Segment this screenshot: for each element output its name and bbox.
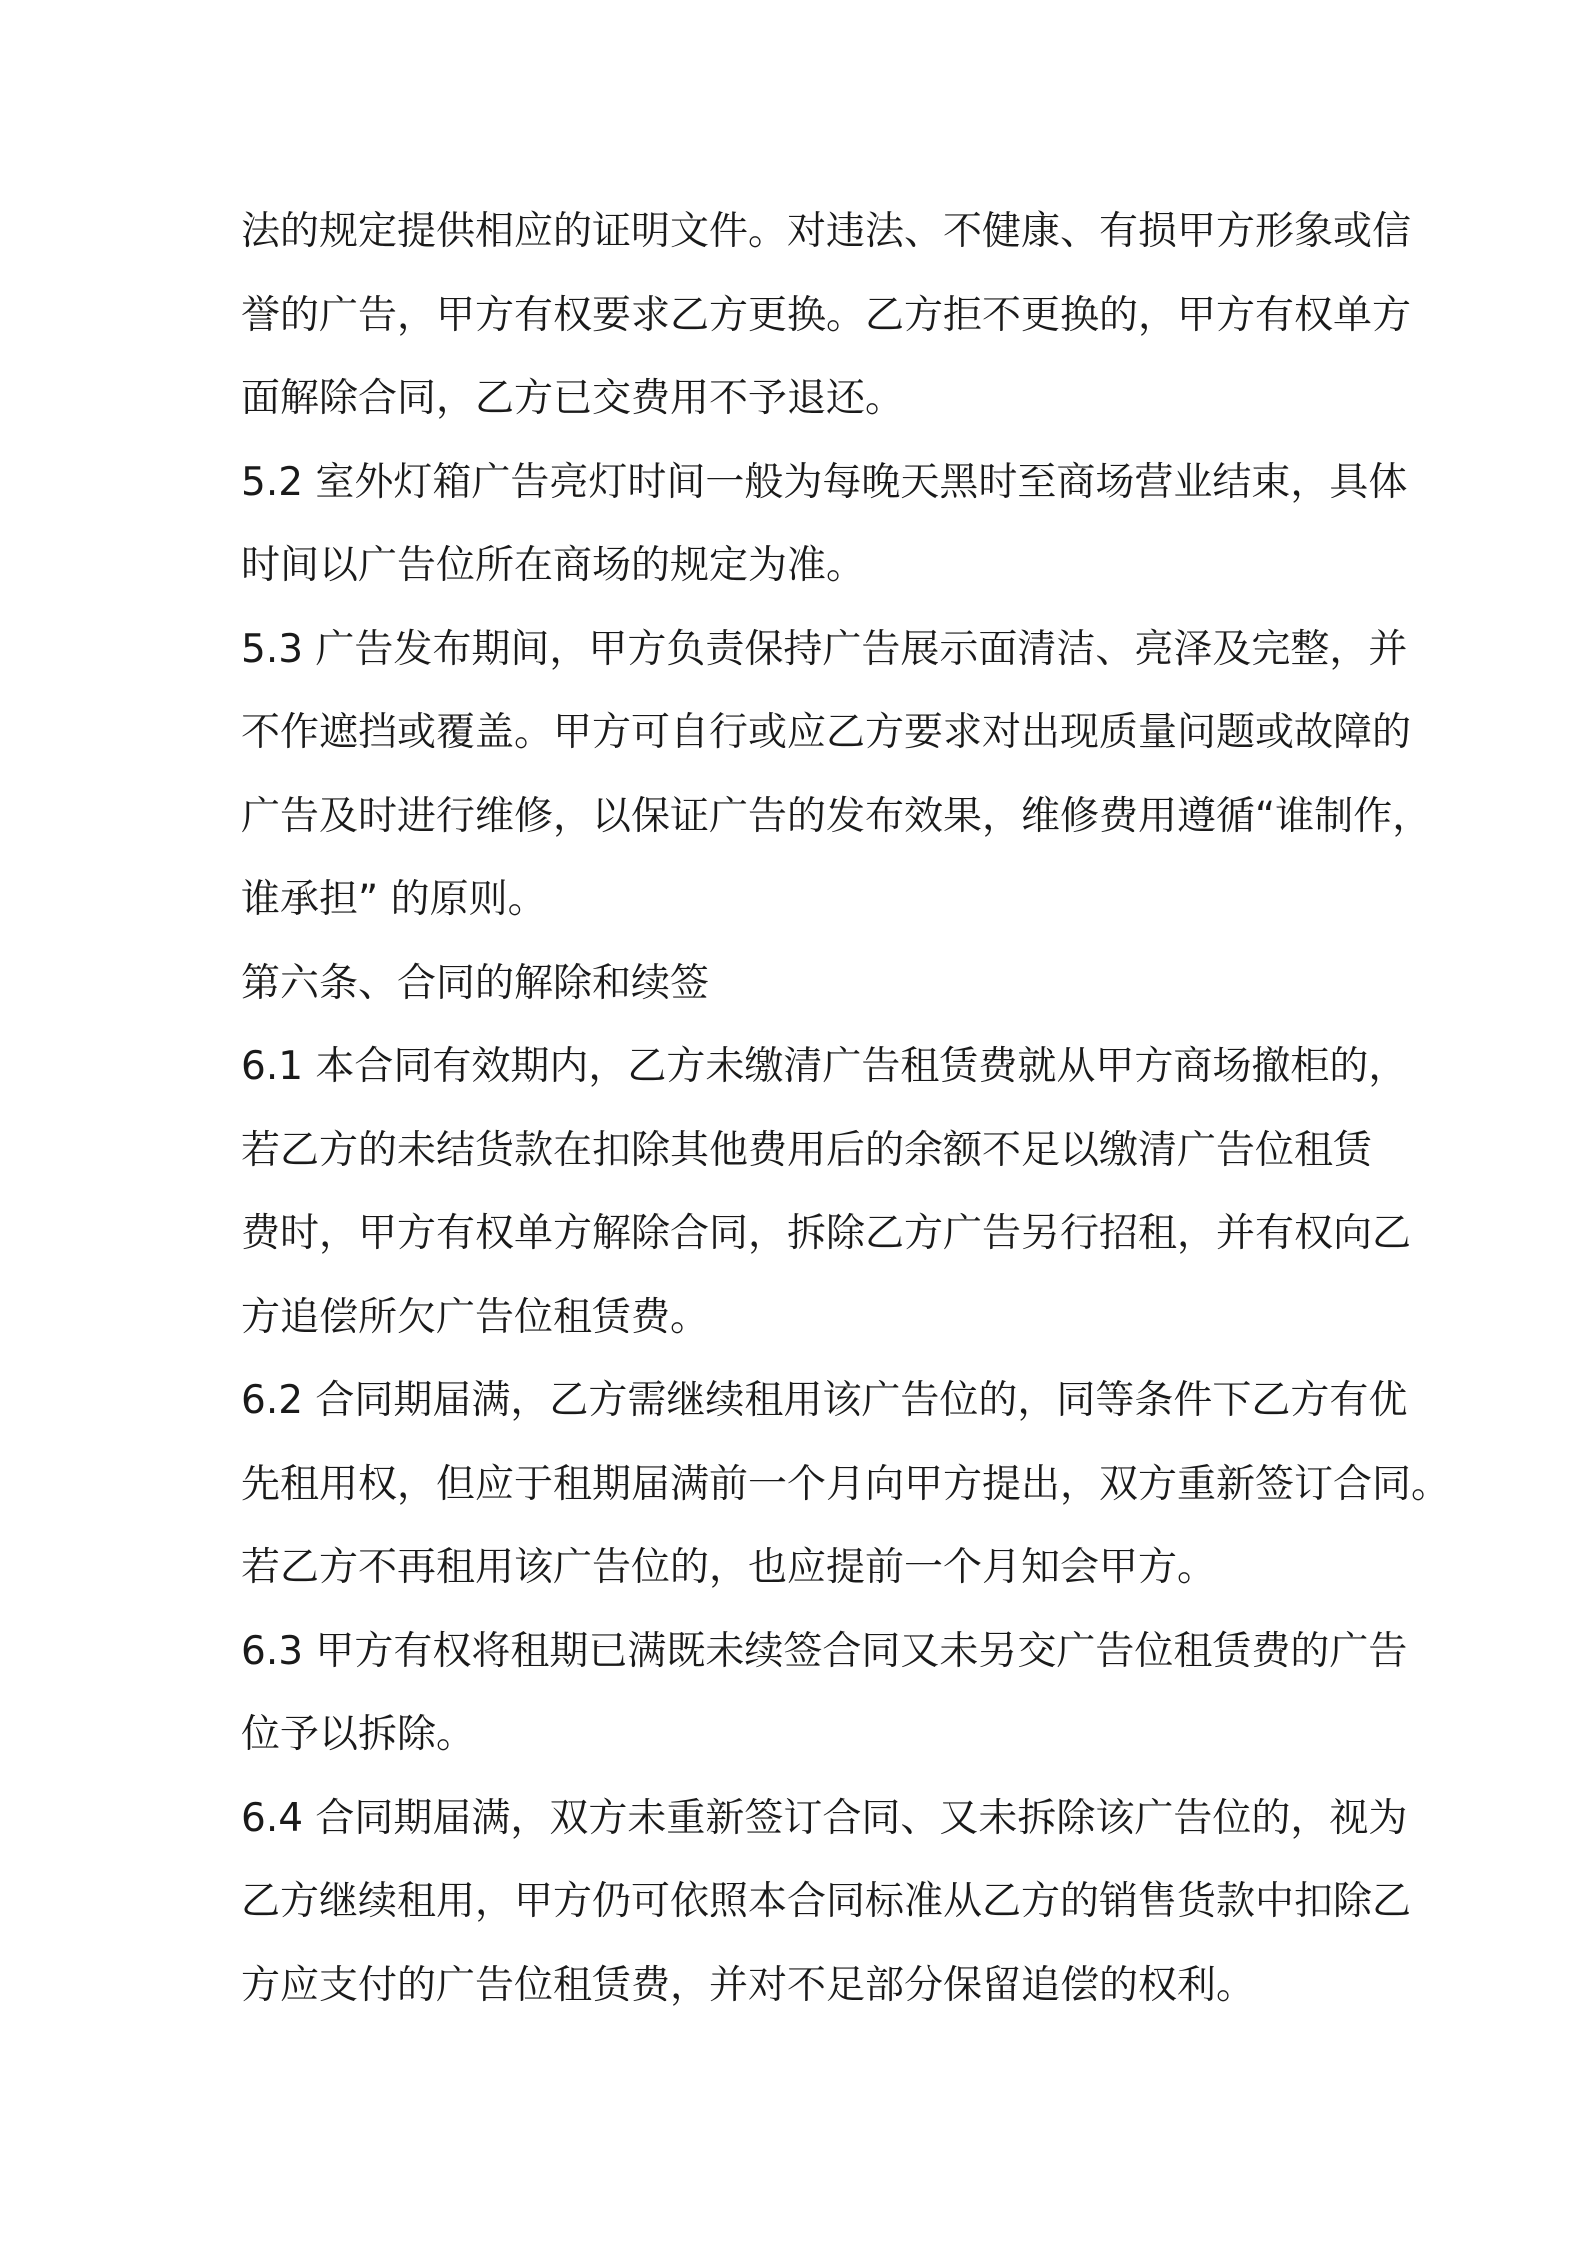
text-line: 法的规定提供相应的证明文件。对违法、不健康、有损甲方形象或信	[241, 209, 1412, 254]
text-line: 方追偿所欠广告位租赁费。	[241, 1294, 710, 1340]
text-line: 先租用权，但应于租期届满前一个月向甲方提出，双方重新签订合同。	[241, 1461, 1451, 1507]
clause-6-1-line: 6.1 本合同有效期内，乙方未缴清广告租赁费就从甲方商场撤柜的，	[241, 1044, 1408, 1089]
text-line: 谁承担” 的原则。	[241, 877, 547, 922]
clause-6-2-line: 6.2 合同期届满，乙方需继续租用该广告位的，同等条件下乙方有优	[241, 1378, 1408, 1423]
text-line: 若乙方不再租用该广告位的，也应提前一个月知会甲方。	[241, 1545, 1217, 1590]
text-line: 誉的广告，甲方有权要求乙方更换。乙方拒不更换的，甲方有权单方	[241, 292, 1412, 338]
text-line: 位予以拆除。	[241, 1712, 476, 1757]
contract-text-body	[241, 190, 1451, 2027]
text-line: 不作遮挡或覆盖。甲方可自行或应乙方要求对出现质量问题或故障的	[241, 710, 1412, 755]
text-line: 广告及时进行维修，以保证广告的发布效果，维修费用遵循“谁制作，	[241, 793, 1432, 839]
article-6-heading: 第六条、合同的解除和续签	[241, 960, 710, 1006]
clause-6-3-line: 6.3 甲方有权将租期已满既未续签合同又未另交广告位租赁费的广告	[241, 1628, 1408, 1674]
text-line: 费时，甲方有权单方解除合同，拆除乙方广告另行招租，并有权向乙	[241, 1211, 1412, 1256]
text-line: 方应支付的广告位租赁费，并对不足部分保留追偿的权利。	[241, 1962, 1256, 2008]
clause-5-3-line: 5.3 广告发布期间，甲方负责保持广告展示面清洁、亮泽及完整，并	[241, 626, 1408, 672]
text-line: 若乙方的未结货款在扣除其他费用后的余额不足以缴清广告位租赁	[241, 1127, 1373, 1173]
text-line: 乙方继续租用，甲方仍可依照本合同标准从乙方的销售货款中扣除乙	[241, 1879, 1412, 1924]
clause-5-2-line: 5.2 室外灯箱广告亮灯时间一般为每晚天黑时至商场营业结束，具体	[241, 459, 1408, 505]
text-line: 时间以广告位所在商场的规定为准。	[241, 543, 866, 588]
clause-6-4-line: 6.4 合同期届满，双方未重新签订合同、又未拆除该广告位的，视为	[241, 1795, 1408, 1841]
text-line: 面解除合同，乙方已交费用不予退还。	[241, 376, 905, 421]
